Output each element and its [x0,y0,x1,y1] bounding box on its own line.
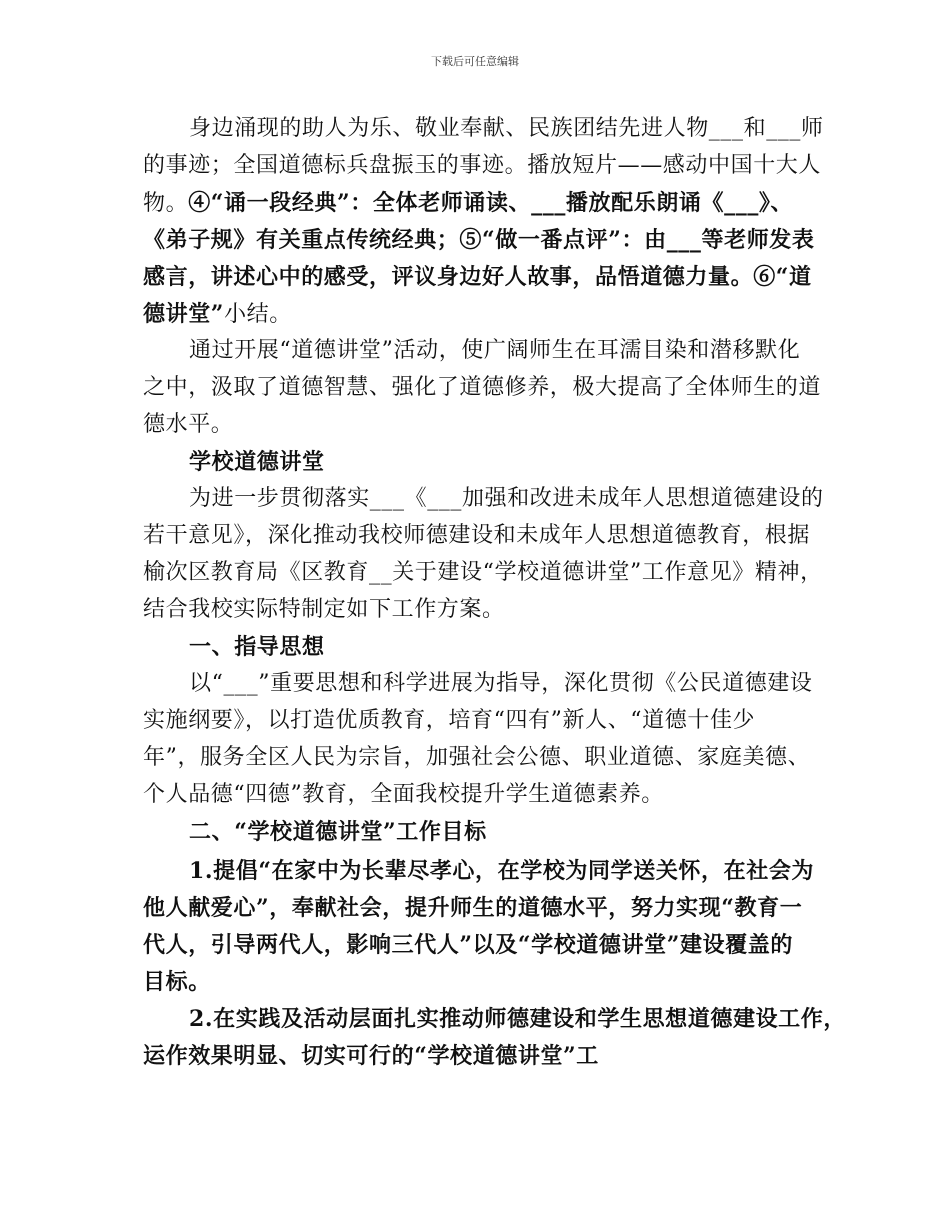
paragraph-line [143,188,793,219]
line-bold-text: ④“诵一段经典”：全体老师诵读、___播放配乐朗诵《___》、 [188,190,794,216]
line-text: 小结。 [224,302,292,327]
section-heading: 二、“学校道德讲堂”工作目标 [189,819,487,845]
paragraph-line: 运作效果明显、切实可行的“学校道德讲堂”工 [143,1043,599,1069]
paragraph-line: 身边涌现的助人为乐、敬业奉献、民族团结先进人物___和___师 [189,116,824,141]
paragraph-line [143,299,292,330]
paragraph-line: 年”，服务全区人民为宗旨，加强社会公德、职业道德、家庭美德、 [143,745,811,770]
paragraph-line: 目标。 [143,969,211,995]
paragraph-line: 他人献爱心”，奉献社会，提升师生的道德水平，努力实现“教育一 [143,895,803,921]
paragraph-line: 2.在实践及活动层面扎实推动师德建设和学生思想道德建设工作， [189,1006,846,1032]
paragraph-line: 实施纲要》，以打造优质教育，培育“四有”新人、“道德十佳少 [143,708,756,733]
paragraph-line: 1.提倡“在家中为长辈尽孝心，在学校为同学送关怀，在社会为 [189,858,815,884]
paragraph-line: 的事迹；全国道德标兵盘振玉的事迹。播放短片——感动中国十大人 [143,153,822,178]
paragraph-line: 感言，讲述心中的感受，评议身边好人故事，品悟道德力量。⑥“道 [143,264,812,290]
paragraph-line: 代人，引导两代人，影响三代人”以及“学校道德讲堂”建设覆盖的 [143,932,793,958]
paragraph-line: 通过开展“道德讲堂”活动，使广阔师生在耳濡目染和潜移默化 [189,338,801,363]
paragraph-line: 为进一步贯彻落实___《___加强和改进未成年人思想道德建设的 [189,486,824,511]
page-header: 下载后可任意编辑 [431,55,519,68]
paragraph-line: 德水平。 [143,412,234,437]
line-text: 物。 [143,191,189,216]
paragraph-line: 以“___”重要思想和科学进展为指导，深化贯彻《公民道德建设 [189,671,813,696]
paragraph-line: 若干意见》，深化推动我校师德建设和未成年人思想道德教育，根据 [143,523,811,548]
paragraph-line: 之中，汲取了道德智慧、强化了道德修养，极大提高了全体师生的道 [143,375,822,400]
section-title: 学校道德讲堂 [189,449,325,475]
line-bold-text: 德讲堂” [143,301,225,327]
section-heading: 一、指导思想 [189,634,325,660]
paragraph-line: 榆次区教育局《区教育__关于建设“学校道德讲堂”工作意见》精神， [143,560,823,585]
paragraph-line: 个人品德“四德”教育，全面我校提升学生道德素养。 [143,782,664,807]
paragraph-line: 《弟子规》有关重点传统经典；⑤“做一番点评”：由___等老师发表 [143,227,815,253]
paragraph-line: 结合我校实际特制定如下工作方案。 [143,597,505,622]
